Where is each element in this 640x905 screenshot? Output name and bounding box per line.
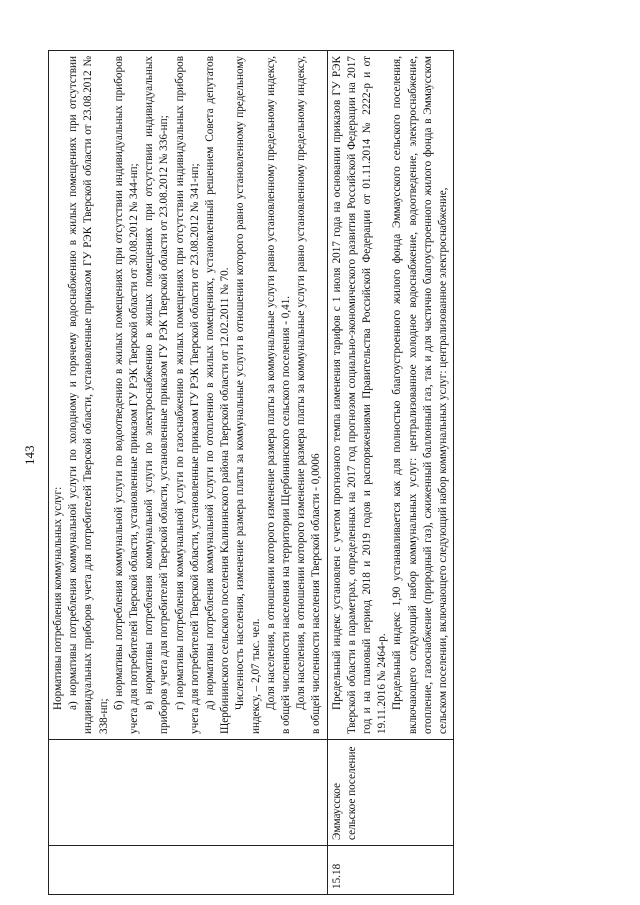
paragraph: в) нормативы потребления коммунальной услуги по электроснабжению в жилых помещениях при отсутствии индивидуальных приборов учета для потребителей Тверской области, установленные приказом ГУ РЭК Тверской области от 23.08.2012 № 336-нп; [143,56,171,734]
paragraph: Предельный индекс установлен с учетом прогнозного темпа изменения тарифов с 1 июля 2017 года на основании приказов ГУ РЭК Тверской области в параметрах, определенных на 2017 год прогнозом социально-экономического развития Российской Федерации на 2017 год и на плановый период 2018 и 2019 годов и распоряжениями Правительства Российской Федерации от 01.11.2014 № 2222-р и от 19.11.2016 № 2464-р. [330,56,389,734]
paragraph: Доля населения, в отношении которого изменение размера платы за коммунальные услуги равно установленному предельному индексу, в общей численности населения Тверской области - 0,0006 [295,56,323,734]
paragraph: Нормативы потребления коммунальных услуг: [52,486,64,710]
row-number [49,846,328,895]
row-number: 15.18 [327,846,454,895]
paragraph: а) нормативы потребления коммунальной услуги по холодному и горячему водоснабжению в жилых помещениях при отсутствии индивидуальных приборов учета для потребителей Тверской области, установленные приказом ГУ РЭК Тверской области от 23.08.2012 № 338-нп; [67,56,110,734]
description-cell [49,51,328,740]
municipality-name: Эммаусское сельское поселение [327,740,454,846]
document-table [48,50,454,895]
table-row [327,51,454,895]
paragraph: Предельный индекс 1,90 устанавливается как для полностью благоустроенного жилого фонда Эммаусского сельского поселения, включающего следующий набор коммунальных услуг: централизованное холодное водоснабжение, водоотведение, электроснабжение, отопление, газоснабжение (природный газ), сжиженный баллонный газ, так и для частично благоустроенного жилого фонда в Эммаусском сельском поселении, включающего следующий набор коммунальных услуг: централизованное электроснабжение, [391,56,450,734]
table-row [49,51,328,895]
municipality-name [49,740,328,846]
page-number: 143 [22,445,37,465]
paragraph: г) нормативы потребления коммунальной услуги по газоснабжению в жилых помещениях при отсутствии индивидуальных приборов учета для потребителей Тверской области, установленные приказом ГУ РЭК Тверской области от 23.08.2012 № 341-нп; [173,56,201,734]
paragraph: д) нормативы потребления коммунальной услуги по отоплению в жилых помещениях, установленный решением Совета депутатов Щербининского сельского поселения Калининского района Тверской области от 12.02.2011 № 70. [204,56,232,734]
paragraph: Численность населения, изменение размера платы за коммунальные услуги в отношении которого равно установленному предельному индексу, – 2,07 тыс. чел. [234,56,262,734]
description-cell [327,51,454,740]
paragraph: б) нормативы потребления коммунальной услуги по водоотведению в жилых помещениях при отсутствии индивидуальных приборов учета для потребителей Тверской области, установленные приказом ГУ РЭК Тверской области от 30.08.2012 № 344-нп; [112,56,141,734]
paragraph: Доля населения, в отношении которого изменение размера платы за коммунальные услуги равно установленному предельному индексу, в общей численности населения на территории Щербининского сельского поселения - 0,41. [264,56,293,734]
